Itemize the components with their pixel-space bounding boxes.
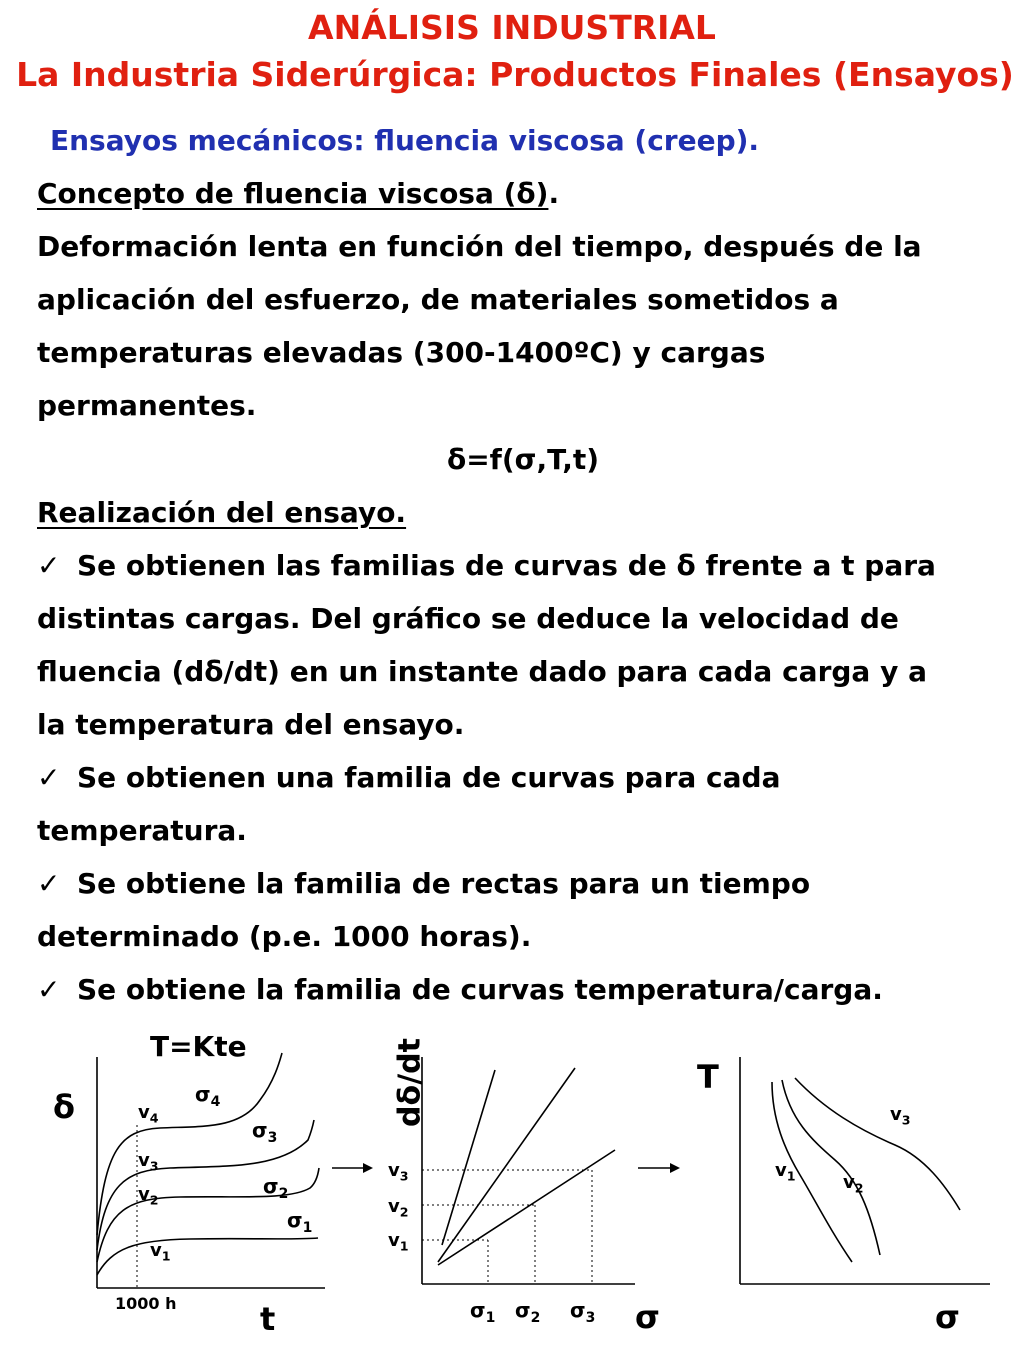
subscript: 4 — [210, 1094, 221, 1110]
chart1-point-label: $v_1$ — [150, 1240, 171, 1264]
formula: δ=f(σ,T,t) — [446, 443, 600, 476]
page-subtitle: La Industria Siderúrgica: Productos Finales (Ensayos) — [16, 55, 1014, 94]
chart1-curve-s1 — [97, 1238, 318, 1275]
chart2-y-tick: $v_3$ — [388, 1160, 409, 1184]
check-icon: ✓ — [37, 973, 61, 1006]
subscript: 3 — [901, 1112, 911, 1128]
subscript: 3 — [149, 1158, 159, 1174]
chart1-y-label: δ — [53, 1088, 75, 1126]
definition-line: aplicación del esfuerzo, de materiales sometidos a — [37, 283, 839, 316]
chart1-point-label: $v_3$ — [138, 1150, 159, 1174]
bullet-continuation: temperatura. — [37, 814, 247, 847]
chart3-curve-label: $v_1$ — [775, 1160, 796, 1184]
concept-heading: Concepto de fluencia viscosa (δ) — [37, 177, 549, 210]
chart1-time-mark: 1000 h — [115, 1294, 177, 1313]
bullet-continuation: distintas cargas. Del gráfico se deduce la velocidad de — [37, 602, 899, 635]
arrow-1 — [332, 1163, 373, 1173]
bullet-text: Se obtienen las familias de curvas de δ frente a t para — [77, 549, 936, 582]
chart1-point-label: $v_2$ — [138, 1184, 159, 1208]
bullet-continuation: determinado (p.e. 1000 horas). — [37, 920, 532, 953]
chart1-x-label: t — [260, 1300, 276, 1338]
check-icon: ✓ — [37, 867, 61, 900]
bullet-text: Se obtiene la familia de rectas para un tiempo — [77, 867, 811, 900]
chart2-x-tick: $\sigma_1$ — [470, 1298, 496, 1326]
subscript: 1 — [399, 1238, 409, 1254]
subscript: 2 — [278, 1186, 289, 1202]
definition-line: permanentes. — [37, 389, 257, 422]
section-heading: Ensayos mecánicos: fluencia viscosa (creep). — [50, 124, 760, 157]
chart3-x-label: σ — [935, 1298, 960, 1336]
definition-line: temperaturas elevadas (300-1400ºC) y cargas — [37, 336, 766, 369]
subscript: 2 — [530, 1310, 541, 1326]
bullet-text: Se obtienen una familia de curvas para cada — [77, 761, 781, 794]
subscript: 3 — [399, 1168, 409, 1184]
chart2-lines — [422, 1057, 635, 1284]
chart2-x-tick: $\sigma_2$ — [515, 1298, 541, 1326]
chart1-curve-label: $\sigma_2$ — [263, 1174, 289, 1202]
procedure-heading: Realización del ensayo. — [37, 496, 407, 529]
subscript: 1 — [786, 1168, 796, 1184]
subscript: 3 — [267, 1130, 278, 1146]
subscript: 1 — [161, 1248, 171, 1264]
chart1-point-label: $v_4$ — [138, 1102, 159, 1126]
bullet-text: Se obtiene la familia de curvas temperatura/carga. — [77, 973, 883, 1006]
chart3-curve-label: $v_2$ — [843, 1172, 864, 1196]
subscript: 2 — [854, 1180, 864, 1196]
chart1-title: T=Kte — [150, 1030, 247, 1063]
chart3-curve-v3 — [795, 1078, 960, 1210]
subscript: 2 — [149, 1192, 159, 1208]
arrow-2 — [638, 1163, 680, 1173]
chart1-curve-label: $\sigma_4$ — [195, 1082, 221, 1110]
chart2-x-label: σ — [635, 1298, 660, 1336]
bullet-continuation: fluencia (dδ/dt) en un instante dado para cada carga y a — [37, 655, 927, 688]
check-icon: ✓ — [37, 761, 61, 794]
chart2-x-tick: $\sigma_3$ — [570, 1298, 596, 1326]
check-icon: ✓ — [37, 549, 61, 582]
subscript: 4 — [149, 1110, 159, 1126]
chart3-curve-label: $v_3$ — [890, 1104, 911, 1128]
chart2-y-tick: $v_2$ — [388, 1196, 409, 1220]
chart1-curve-label: $\sigma_3$ — [252, 1118, 278, 1146]
concept-heading-period: . — [548, 177, 560, 210]
chart1-curve-label: $\sigma_1$ — [287, 1208, 313, 1236]
chart3-y-label: T — [697, 1058, 719, 1096]
page-title: ANÁLISIS INDUSTRIAL — [308, 8, 716, 47]
subscript: 1 — [302, 1220, 313, 1236]
subscript: 1 — [485, 1310, 496, 1326]
subscript: 3 — [585, 1310, 596, 1326]
chart2-y-label: dδ/dt — [392, 1038, 428, 1127]
chart2-line-2 — [438, 1068, 575, 1262]
chart2-line-3 — [438, 1150, 615, 1265]
subscript: 2 — [399, 1204, 409, 1220]
definition-line: Deformación lenta en función del tiempo, después de la — [37, 230, 922, 263]
bullet-continuation: la temperatura del ensayo. — [37, 708, 465, 741]
chart2-y-tick: $v_1$ — [388, 1230, 409, 1254]
